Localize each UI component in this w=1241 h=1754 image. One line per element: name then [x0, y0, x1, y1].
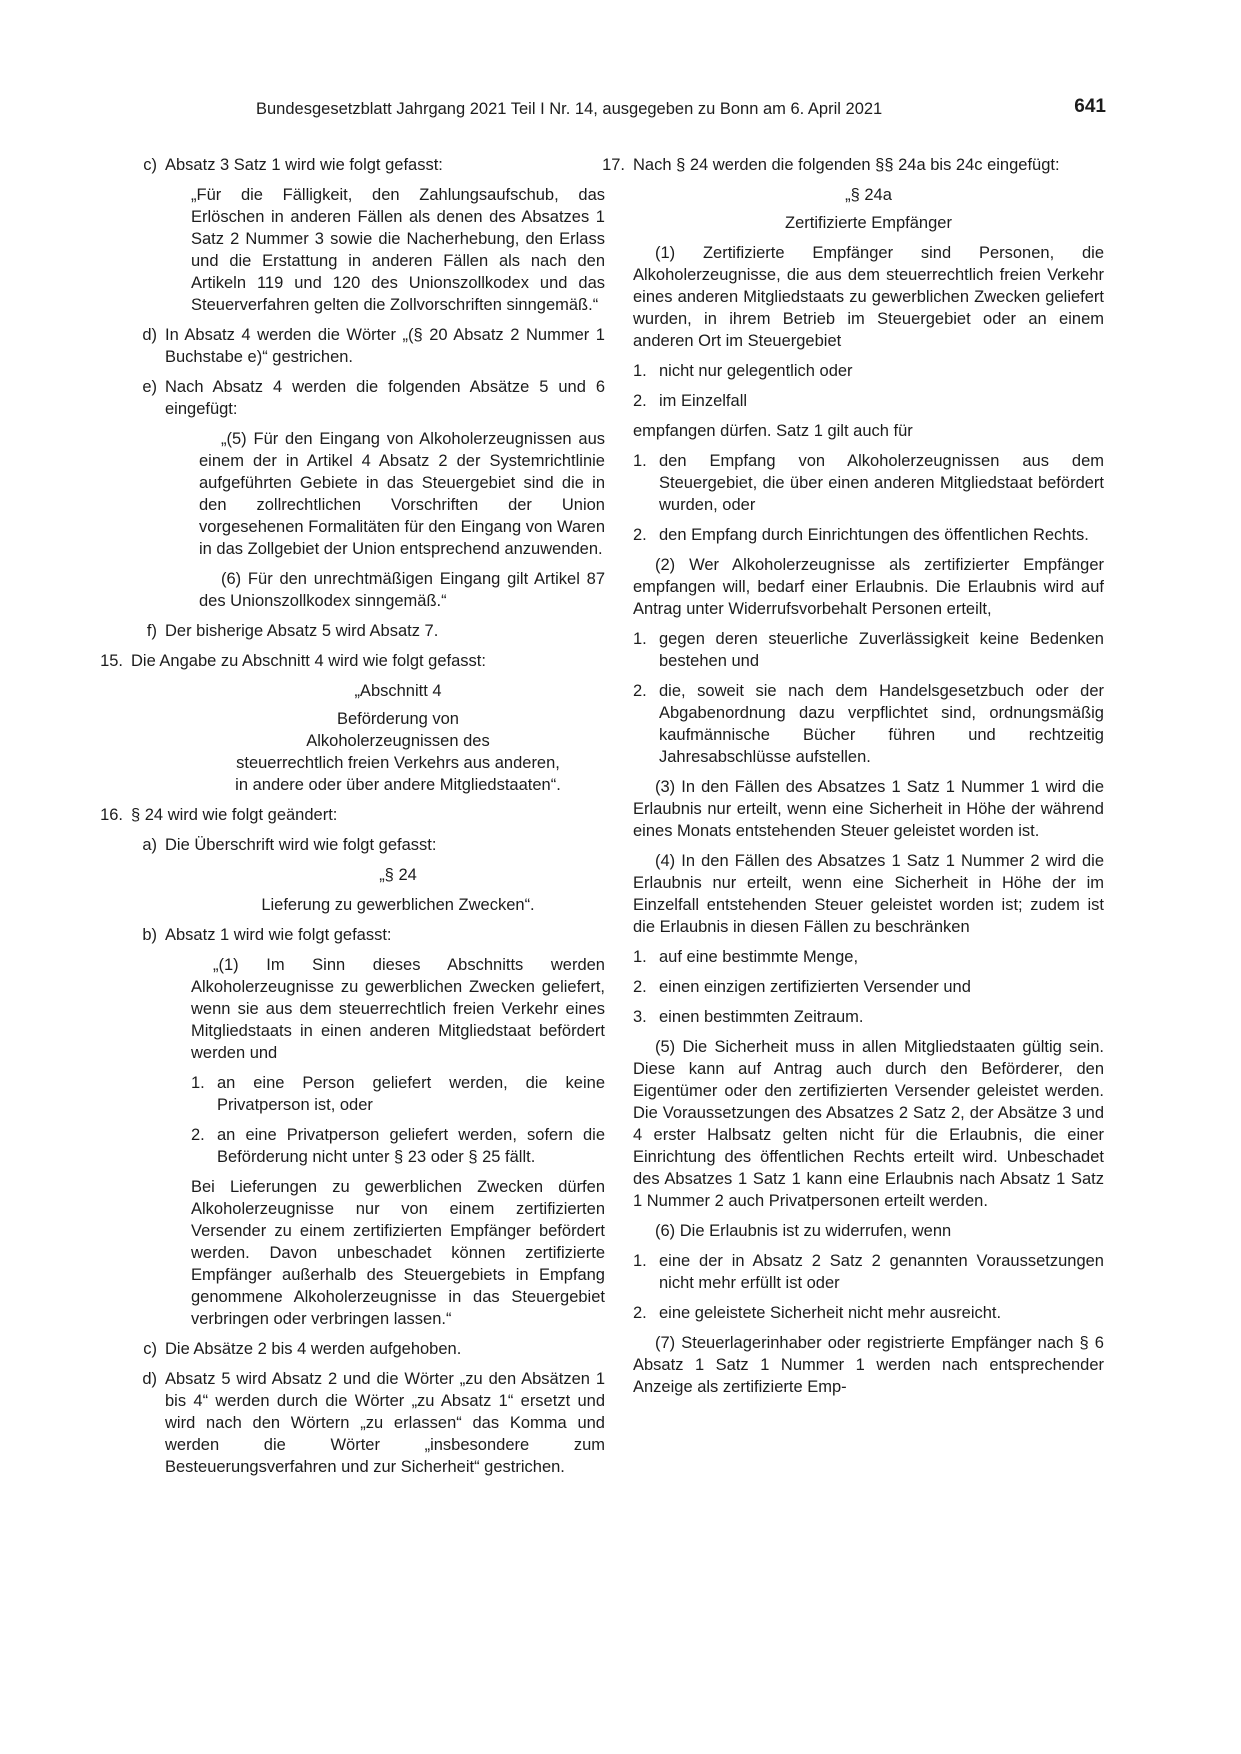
item-text: Die Angabe zu Abschnitt 4 wird wie folgt gefasst: [131, 652, 486, 670]
item-marker: e) [142, 378, 157, 396]
item-marker: d) [142, 1370, 157, 1388]
list-item [633, 946, 1104, 968]
heading-line: in andere oder über andere Mitgliedstaaten“. [235, 776, 561, 794]
list-item [633, 450, 1104, 516]
item-text: Absatz 1 wird wie folgt gefasst: [165, 926, 392, 944]
item-f [131, 620, 605, 642]
list-item [191, 1072, 605, 1116]
list-text: die, soweit sie nach dem Handelsgesetzbuch oder der Abgabenordnung dazu verpflichtet sind, ordnungsmäßig kaufmännische Bücher führen und rechtzeitig Jahresabschlüsse aufstellen. [659, 682, 1104, 766]
section-paragraph-1: (1) Zertifizierte Empfänger sind Personen, die Alkoholerzeugnisse, die aus dem steuerrechtlich freien Verkehr eines anderen Mitgliedstaats zu gewerblichen Zwecken geliefert wurden, in ihrem Betrieb im Steuergebiet oder an einem anderen Ort im Steuergebiet [633, 244, 1104, 350]
heading-line: Alkoholerzeugnissen des [306, 732, 490, 750]
list-text: gegen deren steuerliche Zuverlässigkeit keine Bedenken bestehen und [659, 630, 1104, 670]
list-item [633, 360, 1104, 382]
paragraph-title-heading: Zertifizierte Empfänger [785, 214, 952, 232]
list-item [633, 390, 1104, 412]
section-paragraph-4: (4) In den Fällen des Absatzes 1 Satz 1 Nummer 2 wird die Erlaubnis nur erteilt, wenn eine Sicherheit in Höhe der im Einzelfall entstehenden Steuer geleistet worden ist; zudem ist die Erlaubnis in diesen Fällen zu beschränken [633, 852, 1104, 936]
item-text: Absatz 5 wird Absatz 2 und die Wörter „zu den Absätzen 1 bis 4“ werden durch die Wörter „zu Absatz 1“ ersetzt und wird nach den Wörtern „zu erlassen“ das Komma und werden die Wörter „insbesondere zum Besteuerungsverfahren und zur Sicherheit“ gestrichen. [165, 1370, 605, 1476]
list-marker: 3. [633, 1008, 647, 1026]
list-marker: 2. [633, 1304, 647, 1322]
list-item [633, 628, 1104, 672]
running-title: Bundesgesetzblatt Jahrgang 2021 Teil I Nr. 14, ausgegeben zu Bonn am 6. April 2021 [256, 100, 883, 118]
quoted-paragraph-1: „(1) Im Sinn dieses Abschnitts werden Alkoholerzeugnisse zu gewerblichen Zwecken geliefert, wenn sie aus dem steuerrechtlich freien Verkehr eines Mitgliedstaats in einen anderen Mitgliedstaat befördert werden und [191, 956, 605, 1062]
item-15 [97, 650, 605, 672]
list-text: den Empfang durch Einrichtungen des öffentlichen Rechts. [659, 526, 1089, 544]
section-paragraph-6: (6) Die Erlaubnis ist zu widerrufen, wenn [655, 1222, 952, 1240]
item-d [131, 324, 605, 368]
list-text: im Einzelfall [659, 392, 748, 410]
left-column [100, 154, 605, 1486]
quoted-amendment: „Für die Fälligkeit, den Zahlungsaufschub, das Erlöschen in anderen Fällen als denen des Absatzes 1 Satz 2 Nummer 3 sowie die Nacherhebung, den Erlass und die Erstattung in anderen Fällen als nach den Artikeln 119 und 120 des Unionszollkodex und das Steuerverfahren gelten die Zollvorschriften sinngemäß.“ [191, 186, 605, 314]
list-item [191, 1124, 605, 1168]
item-a [131, 834, 605, 856]
quoted-paragraph-5: „(5) Für den Eingang von Alkoholerzeugnissen aus einem der in Artikel 4 Absatz 2 der Systemrichtlinie aufgeführten Gebiete in das Steuergebiet sind die in den zollrechtlichen Vorschriften der Union vorgesehenen Formalitäten für den Eingang von Waren in das Zollgebiet der Union entsprechend anzuwenden. [199, 430, 605, 558]
paragraph-number-heading: „§ 24a [845, 186, 892, 204]
list-marker: 1. [633, 948, 647, 966]
item-text: Der bisherige Absatz 5 wird Absatz 7. [165, 622, 439, 640]
list-text: eine geleistete Sicherheit nicht mehr ausreicht. [659, 1304, 1002, 1322]
list-text: an eine Person geliefert werden, die keine Privatperson ist, oder [217, 1074, 605, 1114]
item-marker: 16. [100, 806, 123, 824]
item-e [131, 376, 605, 420]
list-marker: 2. [633, 526, 647, 544]
list-item [633, 1302, 1104, 1324]
quoted-tail: Bei Lieferungen zu gewerblichen Zwecken dürfen Alkoholerzeugnisse nur von einem zertifizierten Versender zu einem zertifizierten Empfänger befördert werden. Davon unbeschadet können zertifizierte Empfänger außerhalb des Steuergebiets in Empfang genommene Alkoholerzeugnisse in das Steuergebiet verbringen oder verbringen lassen.“ [191, 1178, 605, 1328]
list-marker: 1. [633, 452, 647, 470]
section-heading-block [191, 680, 605, 796]
item-c [131, 154, 605, 176]
list-text: eine der in Absatz 2 Satz 2 genannten Voraussetzungen nicht mehr erfüllt ist oder [659, 1252, 1104, 1292]
item-marker: 17. [602, 156, 625, 174]
list-text: einen einzigen zertifizierten Versender und [659, 978, 971, 996]
list-text: nicht nur gelegentlich oder [659, 362, 853, 380]
heading-line: steuerrechtlich freien Verkehrs aus anderen, [236, 754, 560, 772]
item-marker: 15. [100, 652, 123, 670]
quoted-paragraph-6: (6) Für den unrechtmäßigen Eingang gilt Artikel 87 des Unionszollkodex sinngemäß.“ [199, 570, 605, 610]
item-text: In Absatz 4 werden die Wörter „(§ 20 Absatz 2 Nummer 1 Buchstabe e)“ gestrichen. [165, 326, 605, 366]
item-marker: a) [142, 836, 157, 854]
list-text: an eine Privatperson geliefert werden, sofern die Beförderung nicht unter § 23 oder § 25 fällt. [217, 1126, 605, 1166]
list-marker: 2. [633, 978, 647, 996]
list-item [633, 1006, 1104, 1028]
item-marker: f) [146, 622, 157, 640]
running-header [256, 98, 1106, 124]
heading-line: „Abschnitt 4 [354, 682, 442, 700]
list-marker: 2. [191, 1126, 205, 1144]
paragraph-continuation: empfangen dürfen. Satz 1 gilt auch für [633, 422, 913, 440]
item-text: Nach Absatz 4 werden die folgenden Absätze 5 und 6 eingefügt: [165, 378, 605, 418]
item-text: Absatz 3 Satz 1 wird wie folgt gefasst: [165, 156, 443, 174]
list-marker: 2. [633, 682, 647, 700]
item-16 [97, 804, 605, 826]
list-marker: 1. [633, 1252, 647, 1270]
item-text: § 24 wird wie folgt geändert: [131, 806, 338, 824]
item-marker: d) [142, 326, 157, 344]
list-item [633, 976, 1104, 998]
list-marker: 1. [633, 362, 647, 380]
list-item [633, 524, 1104, 546]
item-b [131, 924, 605, 946]
list-text: einen bestimmten Zeitraum. [659, 1008, 864, 1026]
item-text: Nach § 24 werden die folgenden §§ 24a bis 24c eingefügt: [633, 156, 1060, 174]
heading-line: „§ 24 [379, 866, 417, 884]
section-paragraph-2: (2) Wer Alkoholerzeugnisse als zertifizierter Empfänger empfangen will, bedarf einer Erlaubnis. Die Erlaubnis wird auf Antrag unter Widerrufsvorbehalt Personen erteilt, [633, 556, 1104, 618]
list-text: den Empfang von Alkoholerzeugnissen aus dem Steuergebiet, die über einen anderen Mitgliedstaat befördert wurden, oder [659, 452, 1104, 514]
heading-line: Lieferung zu gewerblichen Zwecken“. [261, 896, 535, 914]
item-d2 [131, 1368, 605, 1478]
item-marker: c) [143, 1340, 157, 1358]
page-number: 641 [1074, 96, 1106, 117]
paragraph-heading-block [191, 864, 605, 916]
list-marker: 1. [191, 1074, 205, 1092]
list-item [633, 680, 1104, 768]
item-c2 [131, 1338, 605, 1360]
section-paragraph-5: (5) Die Sicherheit muss in allen Mitgliedstaaten gültig sein. Diese kann auf Antrag auch durch den Beförderer, den Eigentümer oder den zertifizierten Versender geleistet werden. Die Voraussetzungen des Absatzes 2 Satz 2, der Absätze 3 und 4 erster Halbsatz gelten nicht für die Erlaubnis, die einer Einrichtung des öffentlichen Rechts erteilt wird. Unbeschadet des Absatzes 1 Satz 1 kann eine Erlaubnis nach Absatz 1 Satz 1 Nummer 2 auch Privatpersonen erteilt werden. [633, 1038, 1104, 1210]
item-text: Die Absätze 2 bis 4 werden aufgehoben. [165, 1340, 462, 1358]
item-text: Die Überschrift wird wie folgt gefasst: [165, 836, 437, 854]
section-paragraph-7: (7) Steuerlagerinhaber oder registrierte Empfänger nach § 6 Absatz 1 Satz 1 Nummer 1 werden nach entsprechender Anzeige als zertifizierte Emp- [633, 1334, 1104, 1396]
heading-line: Beförderung von [336, 710, 459, 728]
list-marker: 1. [633, 630, 647, 648]
list-text: auf eine bestimmte Menge, [659, 948, 859, 966]
list-item [633, 1250, 1104, 1294]
item-marker: c) [143, 156, 157, 174]
item-marker: b) [142, 926, 157, 944]
section-paragraph-3: (3) In den Fällen des Absatzes 1 Satz 1 Nummer 1 wird die Erlaubnis nur erteilt, wenn eine Sicherheit in Höhe der während eines Monats entstehenden Steuer geleistet worden ist. [633, 778, 1104, 840]
right-column [602, 154, 1104, 1406]
item-17 [599, 154, 1104, 176]
list-marker: 2. [633, 392, 647, 410]
